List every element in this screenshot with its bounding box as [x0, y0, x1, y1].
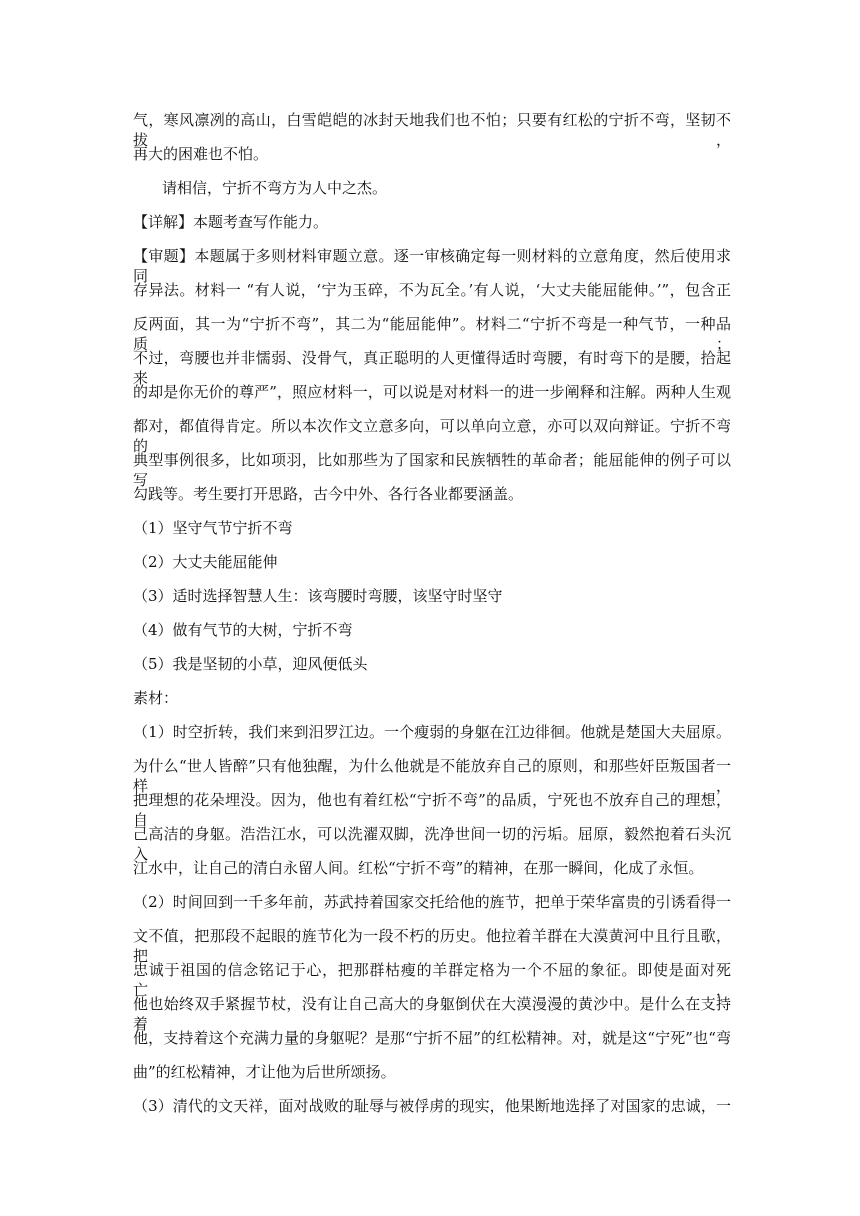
- text-line: 为什么“世人皆醉”只有他独醒，为什么他就是不能放弃自己的原则，和那些奸臣叛国者一样，: [133, 757, 731, 795]
- text-line: 己高洁的身躯。浩浩江水，可以洗濯双脚，洗净世间一切的污垢。屈原，毅然抱着石头沉入: [133, 825, 731, 863]
- text-line: 反两面，其一为“宁折不弯”，其二为“能屈能伸”。材料二“宁折不弯是一种气节，一种品质；: [133, 315, 731, 353]
- text-line: 他，支持着这个充满力量的身躯呢？是那“宁折不屈”的红松精神。对，就是这“宁死”也“弯: [133, 1029, 731, 1047]
- text-line: 请相信，宁折不弯方为人中之杰。: [162, 179, 388, 197]
- text-line: 不过，弯腰也并非懦弱、没骨气，真正聪明的人更懂得适时弯腰，有时弯下的是腰，拾起来: [133, 349, 731, 387]
- text-line: （2）时间回到一千多年前，苏武持着国家交托给他的旌节，把单于荣华富贵的引诱看得一: [133, 893, 731, 911]
- text-line: （3）清代的文天祥，面对战败的耻辱与被俘虏的现实，他果断地选择了对国家的忠诚，一: [133, 1097, 731, 1115]
- list-item: （4）做有气节的大树，宁折不弯: [133, 621, 353, 639]
- text-line: 【审题】本题属于多则材料审题立意。逐一审核确定每一则材料的立意角度，然后使用求同: [133, 247, 731, 285]
- list-item: （5）我是坚韧的小草，迎风便低头: [133, 655, 368, 673]
- text-line: 存异法。材料一 “有人说，‘宁为玉碎，不为瓦全。’有人说，‘大丈夫能屈能伸。’”，包含正: [133, 281, 731, 299]
- list-item: （1）坚守气节宁折不弯: [133, 519, 293, 537]
- text-line: 再大的困难也不怕。: [133, 145, 269, 163]
- section-label: 素材：: [133, 689, 179, 707]
- text-line: 都对，都值得肯定。所以本次作文立意多向，可以单向立意，亦可以双向辩证。宁折不弯的: [133, 417, 731, 455]
- text-line: 忠诚于祖国的信念铭记于心，把那群枯瘦的羊群定格为一个不屈的象征。即使是面对死亡，: [133, 961, 731, 999]
- text-line: 气，寒风凛冽的高山，白雪皑皑的冰封天地我们也不怕；只要有红松的宁折不弯，坚韧不拔，: [133, 111, 731, 149]
- text-line: （1）时空折转，我们来到汨罗江边。一个瘦弱的身躯在江边徘徊。他就是楚国大夫屈原。: [133, 723, 731, 741]
- text-line: 江水中，让自己的清白永留人间。红松“宁折不弯”的精神，在那一瞬间，化成了永恒。: [133, 859, 704, 877]
- list-item: （2）大丈夫能屈能伸: [133, 553, 278, 571]
- list-item: （3）适时选择智慧人生：该弯腰时弯腰，该坚守时坚守: [133, 587, 503, 605]
- text-line: 典型事例很多，比如项羽，比如那些为了国家和民族牺牲的革命者；能屈能伸的例子可以写: [133, 451, 731, 489]
- text-line: 勾践等。考生要打开思路，古今中外、各行各业都要涵盖。: [133, 485, 524, 503]
- text-line: 的却是你无价的尊严”，照应材料一，可以说是对材料一的进一步阐释和注解。两种人生观: [133, 383, 731, 401]
- text-line: 他也始终双手紧握节杖，没有让自己高大的身躯倒伏在大漠漫漫的黄沙中。是什么在支持着: [133, 995, 731, 1033]
- text-line: 文不值，把那段不起眼的旌节化为一段不朽的历史。他拉着羊群在大漠黄河中且行且歌，把: [133, 927, 731, 965]
- text-line: 曲”的红松精神，才让他为后世所颂扬。: [133, 1063, 396, 1081]
- text-line: 把理想的花朵埋没。因为，他也有着红松“宁折不弯”的品质，宁死也不放弃自己的理想，自: [133, 791, 731, 829]
- text-line: 【详解】本题考查写作能力。: [133, 213, 329, 231]
